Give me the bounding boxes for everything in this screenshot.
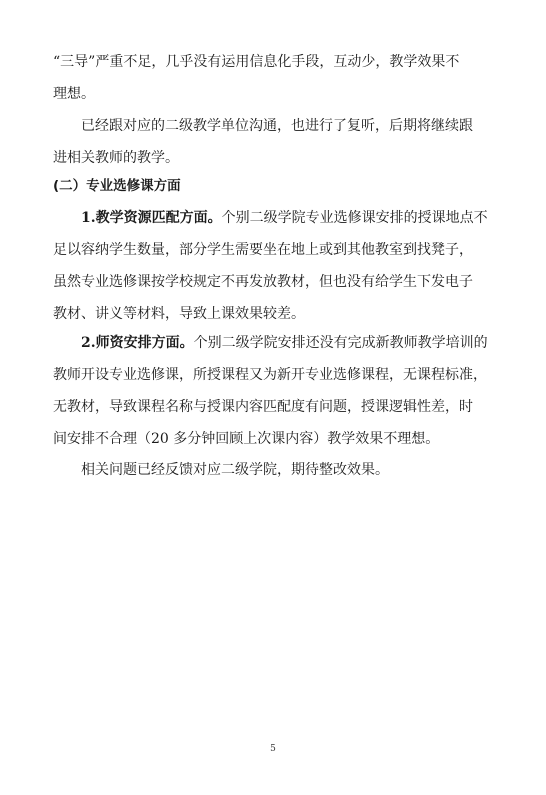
paragraph-closing: [53, 454, 493, 486]
section-heading: (二）专业选修课方面: [53, 178, 181, 194]
paragraph-three-guides: [53, 46, 493, 110]
text-line: 教师开设专业选修课，所授课程又为新开专业选修课程，无课程标准，: [53, 367, 487, 383]
page-number: 5: [270, 744, 276, 754]
paragraph-follow-up: [53, 110, 493, 174]
text-line: 已经跟对应的二级教学单位沟通，也进行了复听，后期将继续跟: [81, 118, 473, 134]
text-line: 足以容纳学生数量，部分学生需要坐在地上或到其他教室到找凳子，: [53, 242, 473, 258]
text-line: [53, 202, 493, 234]
text-line: 无教材，导致课程名称与授课内容匹配度有问题，授课逻辑性差，时: [53, 399, 473, 415]
text-line: 教材、讲义等材料，导致上课效果较差。: [53, 306, 305, 322]
item-text: 个别二级学院安排还没有完成新教师教学培训的: [193, 335, 488, 351]
text-line: 间安排不合理（20 多分钟回顾上次课内容）教学效果不理想。: [53, 431, 440, 447]
paragraph-teaching-resources: [53, 202, 493, 330]
item-lead: 2.师资安排方面。: [81, 335, 194, 351]
text-line: 理想。: [53, 86, 95, 102]
text-line: “三导”严重不足，几乎没有运用信息化手段，互动少，教学效果不: [53, 54, 460, 70]
item-lead: 1.教学资源匹配方面。: [81, 210, 222, 226]
text-line: 虽然专业选修课按学校规定不再发放教材，但也没有给学生下发电子: [53, 274, 473, 290]
text-line: 相关问题已经反馈对应二级学院，期待整改效果。: [81, 462, 389, 478]
paragraph-faculty-arrangement: [53, 327, 493, 455]
text-line: 进相关教师的教学。: [53, 150, 179, 166]
item-text: 个别二级学院专业选修课安排的授课地点不: [221, 210, 488, 226]
text-line: [53, 327, 493, 359]
